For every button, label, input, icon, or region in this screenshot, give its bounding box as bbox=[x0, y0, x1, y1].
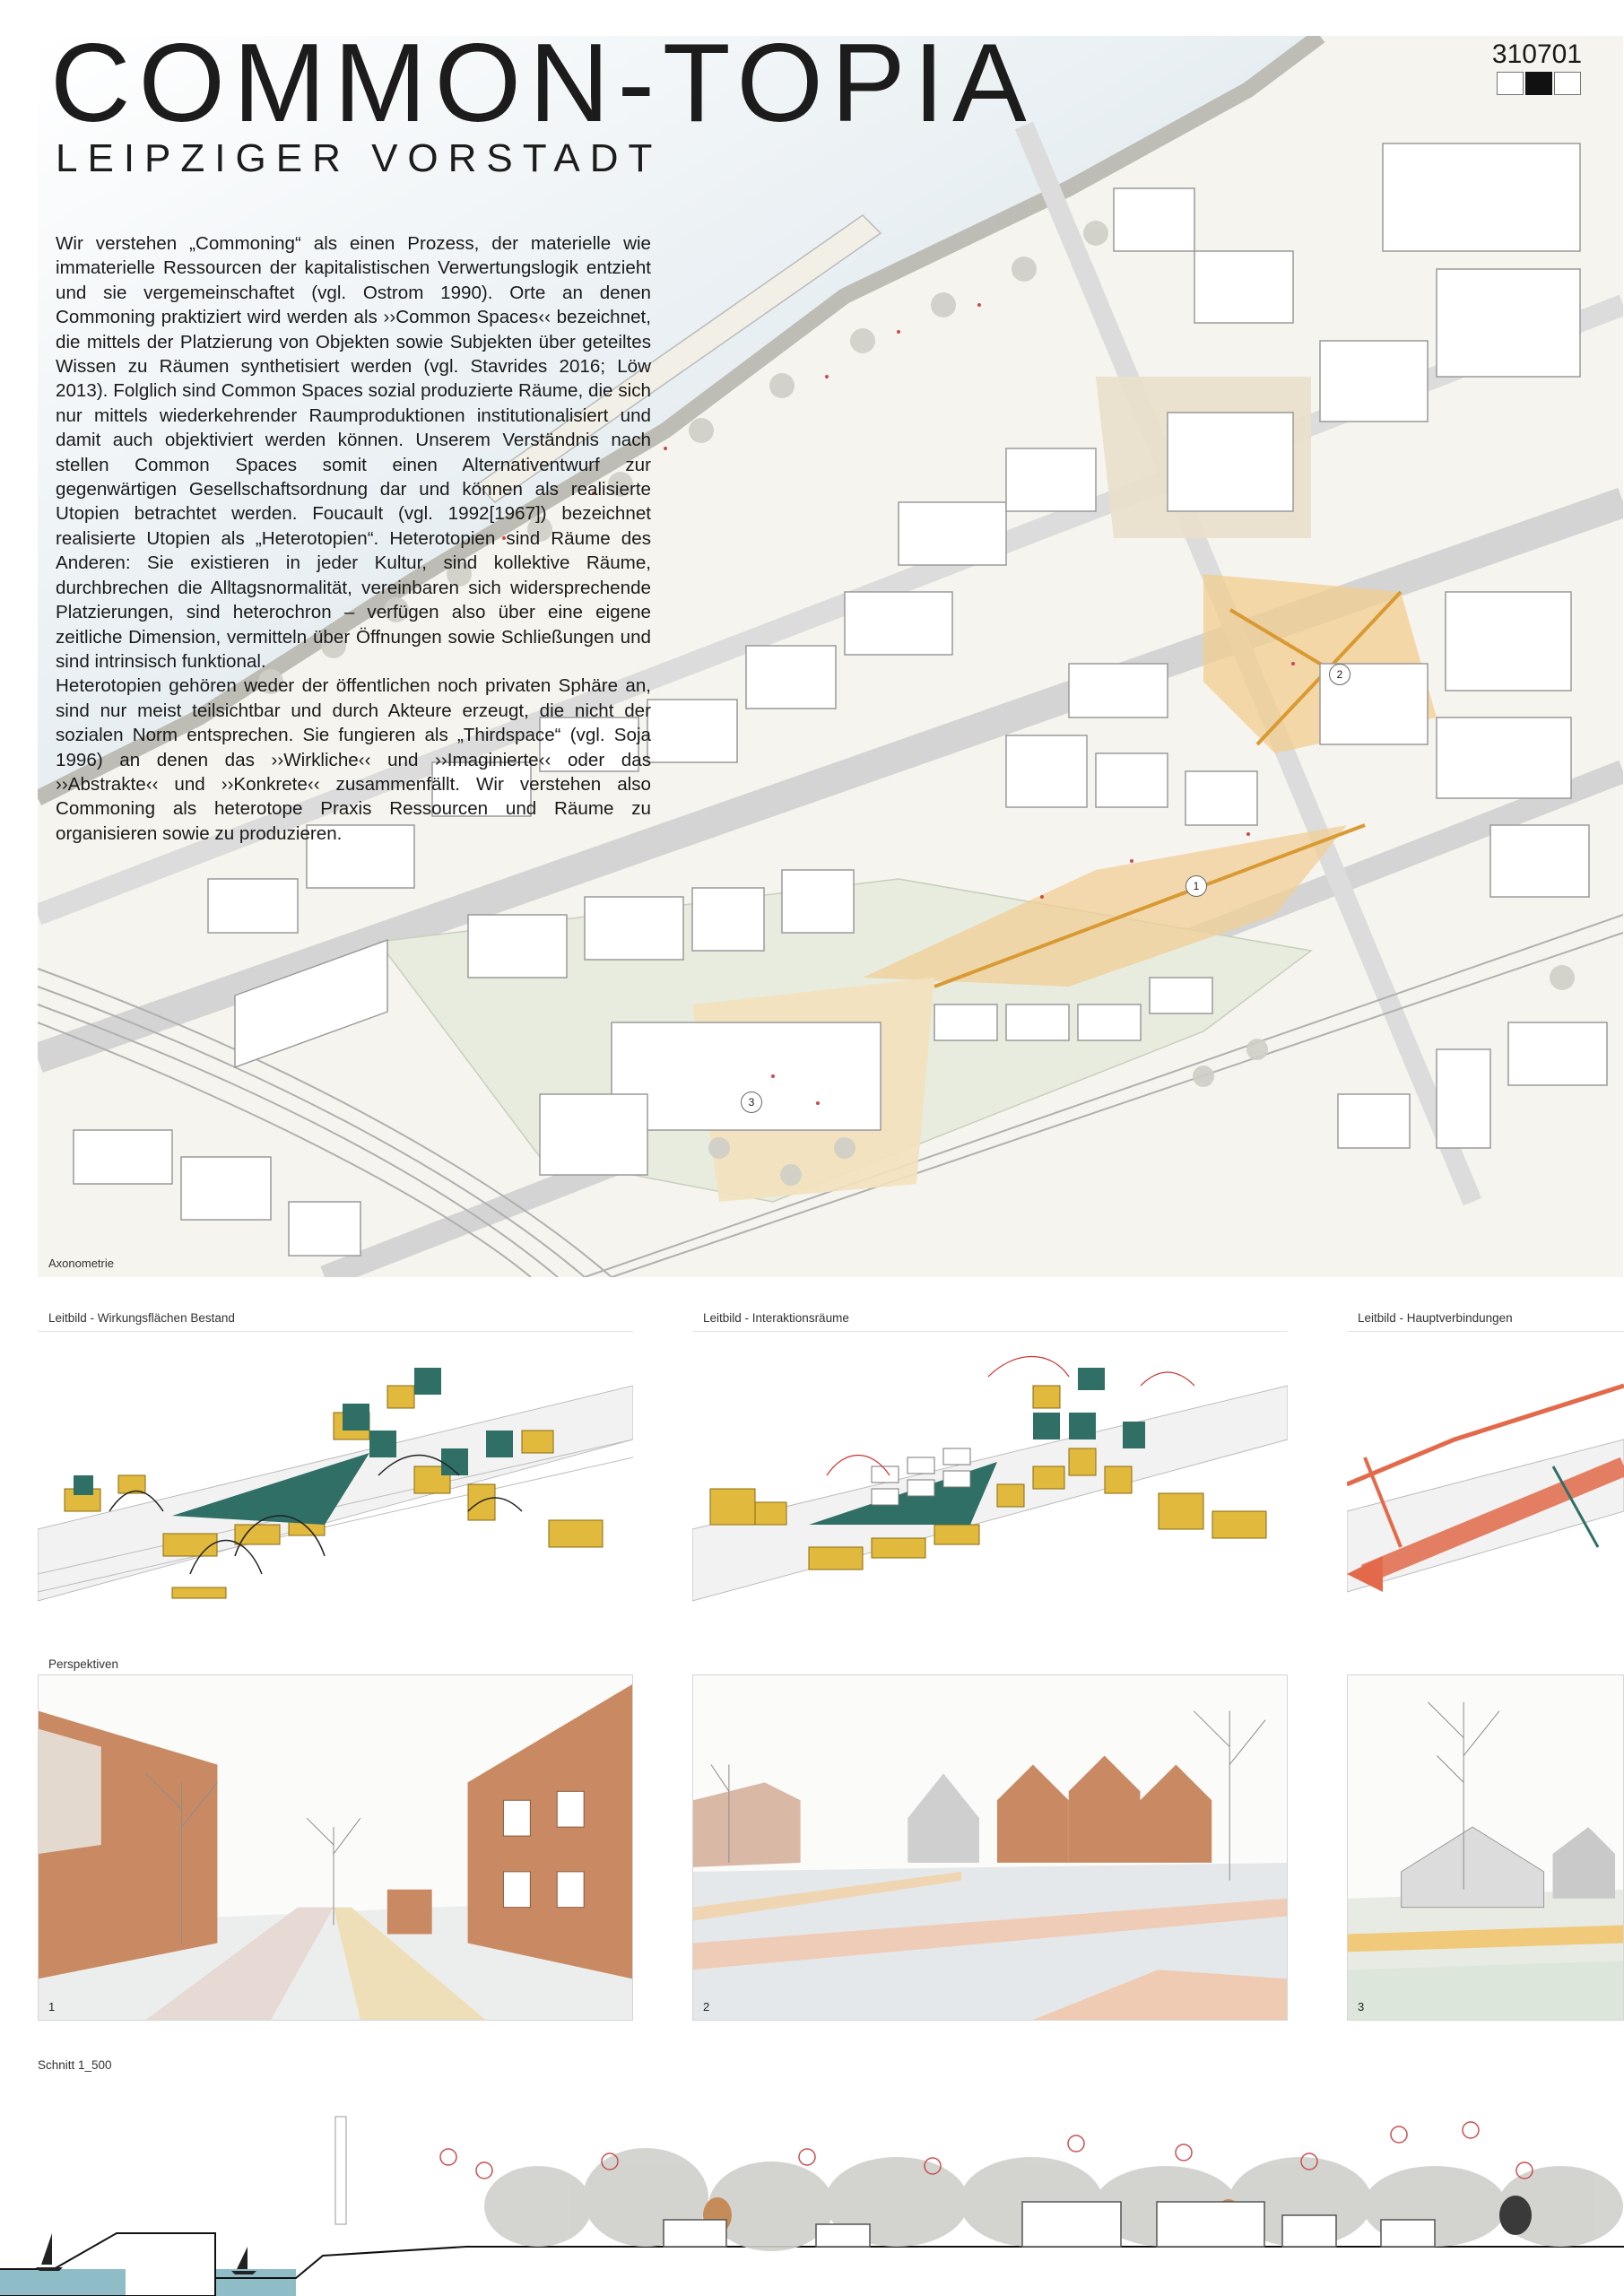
leitbild-diagram-2 bbox=[692, 1331, 1288, 1619]
intro-text bbox=[56, 231, 651, 846]
intro-paragraph-1: Wir verstehen „Commoning“ als einen Prozess, der materielle wie immaterielle Ressourcen der kapitalistischen Verwertungslogik entzieht und sie vergemeinschaftet (vgl. Ostrom 1990). Orte an denen Commoning praktiziert wird werden als ››Common Spaces‹‹ bezeichnet, die mittels der Platzierung von Objekten sowie Subjekten über geteiltes Wissen zu Räumen synthetisiert werden (vgl. Stavrides 2016; Löw 2013). Folglich sind Common Spaces sozial produzierte Räume, die sich nur mittels wiederkehrender Raumproduktionen institutionalisiert und damit auch objektiviert werden können. Unserem Verständnis nach stellen Common Spaces somit einen Alternativentwurf zur gegenwärtigen Gesellschaftsordnung dar und können als realisierte Utopien betrachtet werden. Foucault (vgl. 1992[1967]) bezeichnet realisierte Utopien als „Heterotopien“. Heterotopien sind Räume des Anderen: Sie existieren in jeder Kultur, sind kollektive Räume, durchbrechen die Alltagsnormalität, vereinbaren sich widersprechende Platzierungen, sind heterochron – verfügen also über eine eigene zeitliche Dimension, vermitteln über Öffnungen sowie Schließungen und sind intrinsisch funktional. bbox=[56, 233, 651, 672]
perspective-1 bbox=[38, 1674, 633, 2021]
perspective-svg-2 bbox=[693, 1675, 1287, 2020]
leitbild-svg-3 bbox=[1347, 1332, 1624, 1619]
sheet-marker-boxes bbox=[1497, 72, 1581, 95]
sheet-marker-box-2 bbox=[1525, 72, 1552, 95]
perspective-svg-1 bbox=[39, 1675, 632, 2020]
perspective-2 bbox=[692, 1674, 1288, 2021]
perspective-number-2: 2 bbox=[703, 2000, 710, 2013]
section-svg bbox=[0, 2072, 1624, 2296]
axo-marker-1: 1 bbox=[1185, 875, 1207, 897]
page-title: COMMON-TOPIA bbox=[50, 22, 1035, 145]
leitbild-svg-1 bbox=[38, 1332, 633, 1619]
sheet-marker-box-3 bbox=[1554, 72, 1581, 95]
leitbild-svg-2 bbox=[692, 1332, 1288, 1619]
perspectives-caption: Perspektiven bbox=[48, 1657, 119, 1671]
perspective-3 bbox=[1347, 1674, 1624, 2021]
perspective-svg-3 bbox=[1348, 1675, 1623, 2020]
leitbild-diagram-1 bbox=[38, 1331, 633, 1619]
leitbild-diagram-3 bbox=[1347, 1331, 1624, 1619]
entry-number: 310701 bbox=[1491, 39, 1582, 69]
section-caption: Schnitt 1_500 bbox=[38, 2058, 112, 2072]
perspective-number-3: 3 bbox=[1358, 2000, 1365, 2013]
axo-marker-3: 3 bbox=[741, 1091, 762, 1113]
sheet-marker-box-1 bbox=[1497, 72, 1524, 95]
intro-paragraph-2: Heterotopien gehören weder der öffentlichen noch privaten Sphäre an, sind nur meist teilsichtbar und durch Akteure erzeugt, die nicht der sozialen Norm entsprechen. Sie fungieren als „Thirdspace“ (vgl. Soja 1996) an denen das ››Wirkliche‹‹ und ››Imaginierte‹‹ oder das ››Abstrakte‹‹ und ››Konkrete‹‹ zusammenfällt. Wir verstehen also Commoning als heterotope Praxis Ressourcen und Räume zu organisieren sowie zu produzieren. bbox=[56, 675, 651, 844]
axonometry-caption: Axonometrie bbox=[48, 1257, 114, 1270]
leitbild-caption-1: Leitbild - Wirkungsflächen Bestand bbox=[48, 1311, 235, 1325]
axo-marker-2: 2 bbox=[1329, 664, 1350, 685]
section-drawing bbox=[0, 2072, 1624, 2296]
leitbild-caption-2: Leitbild - Interaktionsräume bbox=[703, 1311, 849, 1325]
perspective-number-1: 1 bbox=[48, 2000, 56, 2013]
leitbild-caption-3: Leitbild - Hauptverbindungen bbox=[1358, 1311, 1513, 1325]
page-subtitle: LEIPZIGER VORSTADT bbox=[56, 136, 663, 180]
